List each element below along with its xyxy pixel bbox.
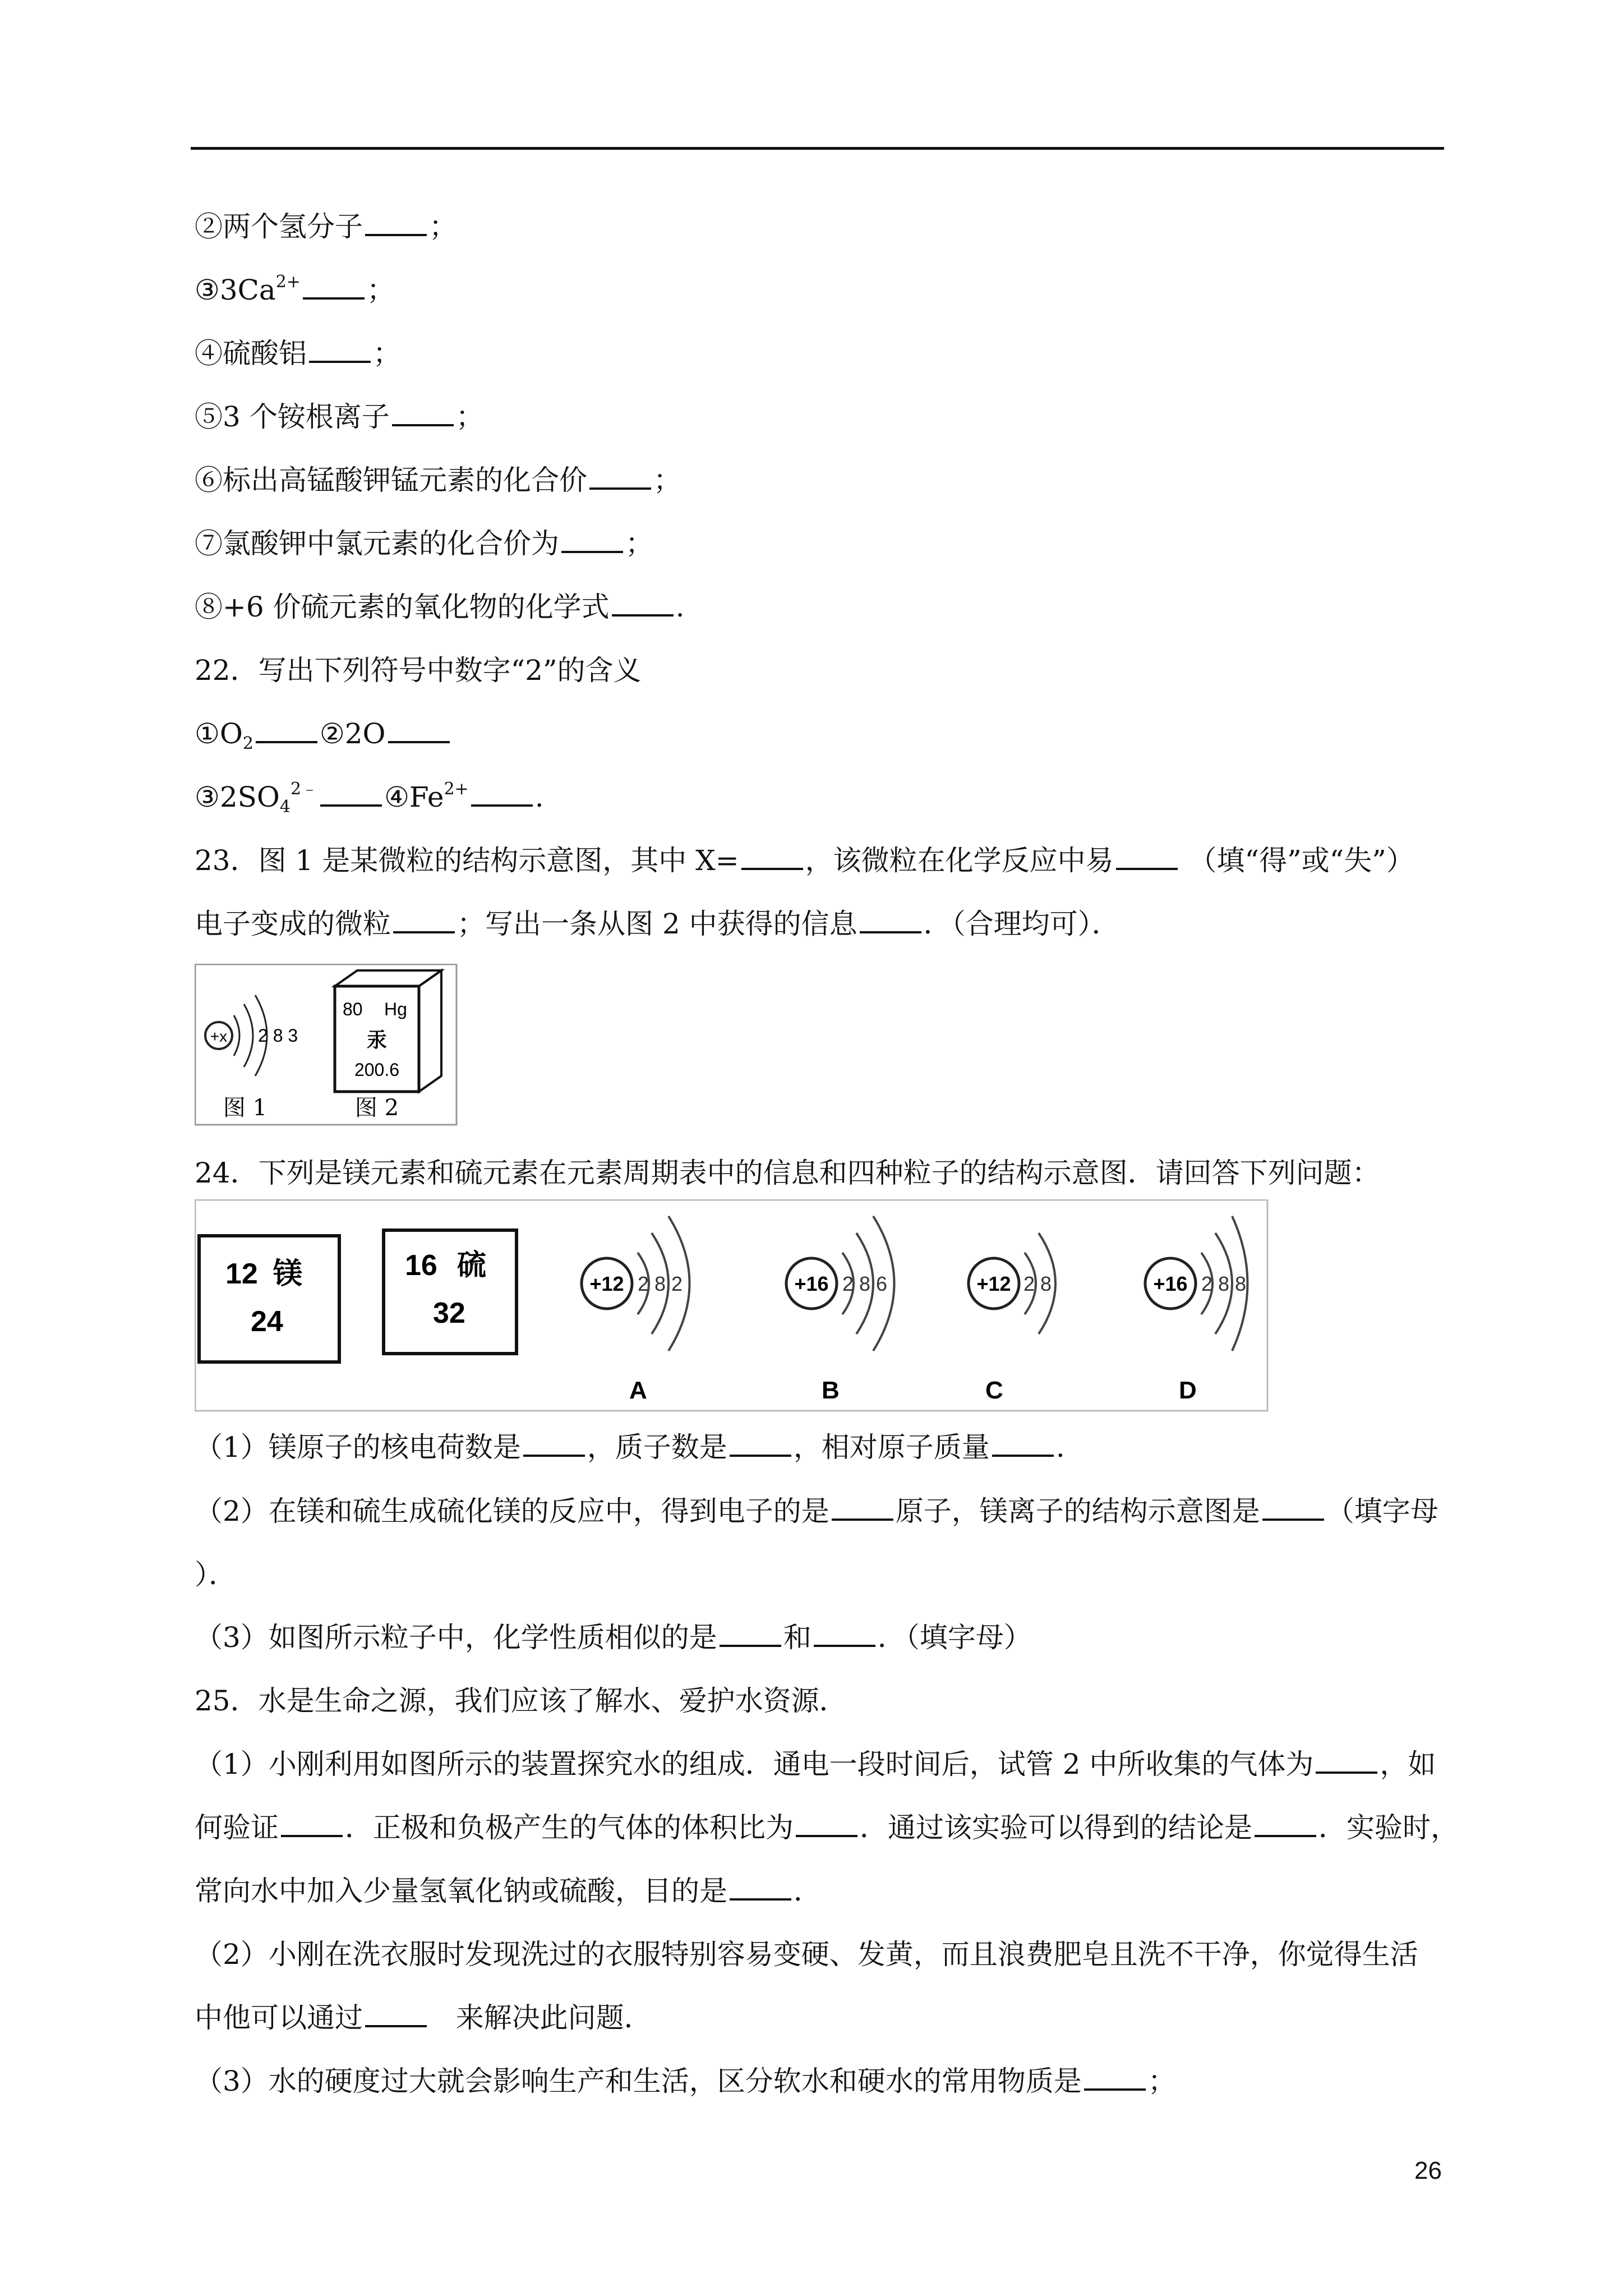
q24-part-2: （2）在镁和硫生成硫化镁的反应中，得到电子的是 原子，镁离子的结构示意图是 （填字母 <box>195 1495 1438 1527</box>
fig1-atom-diagram <box>205 995 298 1076</box>
q25-part-3: （3）水的硬度过大就会影响生产和生活，区分软水和硬水的常用物质是 ； <box>195 2065 1176 2097</box>
svg-text:A: A <box>629 1377 647 1404</box>
svg-text:80: 80 <box>343 999 363 1019</box>
svg-text:镁: 镁 <box>273 1257 303 1291</box>
magnesium-element-box <box>199 1236 339 1362</box>
svg-text:32: 32 <box>433 1297 465 1329</box>
q21-item-7: ⑦氯酸钾中氯元素的化合价为 ； <box>195 527 653 560</box>
q22-row-2: $③2SO_4^{2﹣}$ $④Fe^{2+}$ . <box>195 779 544 817</box>
fig2-element-cube <box>335 970 441 1092</box>
svg-text:硫: 硫 <box>457 1248 487 1282</box>
svg-text:+12: +12 <box>589 1272 624 1295</box>
q21-item-2: ②两个氢分子 ； <box>195 210 457 243</box>
q21-item-3: $③3Ca^{2+}$ ； <box>195 272 395 306</box>
fig2-caption: 图 2 <box>354 1095 399 1121</box>
q25-part-1-line-2: 何验证 ．正极和负极产生的气体的体积比为 ．通过该实验可以得到的结论是 ．实验时， <box>195 1811 1459 1844</box>
page-number: 26 <box>1414 2157 1442 2184</box>
svg-text:+16: +16 <box>1153 1272 1188 1295</box>
q23-figure <box>195 964 458 1126</box>
q25-part-1-line-3: 常向水中加入少量氢氧化钠或硫酸，目的是 ． <box>195 1875 822 1907</box>
q21-item-6: ⑥标出高锰酸钾锰元素的化合价 ； <box>195 464 681 496</box>
q21-item-5: ⑤3 个铵根离子 ； <box>195 401 484 433</box>
svg-text:2 8 8: 2 8 8 <box>1201 1272 1247 1295</box>
svg-text:C: C <box>985 1377 1003 1404</box>
sulfur-element-box <box>384 1230 517 1354</box>
particle-b <box>786 1216 895 1404</box>
svg-text:2 8 2: 2 8 2 <box>638 1272 683 1295</box>
svg-text:16: 16 <box>405 1249 437 1282</box>
svg-text:+12: +12 <box>976 1272 1011 1295</box>
q23-line-2: 电子变成的微粒 ；写出一条从图 2 中获得的信息 ．（合理均可）． <box>195 908 1120 940</box>
svg-text:24: 24 <box>251 1305 283 1338</box>
q25-part-2-line-2: 中他可以通过 来解决此问题． <box>195 2001 652 2034</box>
q22-title: 22．写出下列符号中数字“2”的含义 <box>195 654 642 687</box>
svg-text:2 8: 2 8 <box>1023 1272 1052 1295</box>
q24-part-1: （1）镁原子的核电荷数是 ，质子数是 ，相对原子质量 . <box>195 1431 1065 1464</box>
q24-figure <box>195 1199 1269 1412</box>
q21-item-4: ④硫酸铝 ； <box>195 337 401 370</box>
svg-text:2 8 3: 2 8 3 <box>258 1025 298 1046</box>
q24-part-3: （3）如图所示粒子中，化学性质相似的是 和 ．（填字母） <box>195 1621 1032 1654</box>
svg-text:12: 12 <box>225 1258 258 1290</box>
q25-title: 25．水是生命之源，我们应该了解水、爱护水资源． <box>195 1685 847 1717</box>
svg-text:D: D <box>1179 1377 1197 1404</box>
particle-d <box>1145 1216 1248 1404</box>
q25-part-2-line-1: （2）小刚在洗衣服时发现洗过的衣服特别容易变硬、发黄，而且浪费肥皂且洗不干净，你觉得生活 <box>195 1938 1418 1971</box>
particle-a <box>582 1216 690 1404</box>
fig1-caption: 图 1 <box>223 1095 268 1121</box>
svg-text:+16: +16 <box>794 1272 829 1295</box>
q23-line-1: 23．图 1 是某微粒的结构示意图，其中 X= ，该微粒在化学反应中易 （填“得”或“失”） <box>195 844 1414 877</box>
q22-row-1: $①O_2$ ②2O <box>195 717 452 751</box>
svg-text:200.6: 200.6 <box>354 1060 400 1080</box>
header-rule <box>191 147 1444 150</box>
particle-c <box>969 1233 1055 1404</box>
q25-part-1-line-1: （1）小刚利用如图所示的装置探究水的组成．通电一段时间后，试管 2 中所收集的气体为 ，如 <box>195 1748 1436 1780</box>
q21-item-8: ⑧+6 价硫元素的氧化物的化学式 . <box>195 591 685 623</box>
svg-text:+x: +x <box>210 1028 228 1045</box>
q24-title: 24．下列是镁元素和硫元素在元素周期表中的信息和四种粒子的结构示意图．请回答下列问题： <box>195 1157 1380 1189</box>
svg-text:Hg: Hg <box>384 999 407 1019</box>
svg-text:汞: 汞 <box>366 1028 388 1052</box>
svg-text:2 8 6: 2 8 6 <box>842 1272 888 1295</box>
svg-text:B: B <box>822 1377 840 1404</box>
q24-part-2-cont: ）． <box>195 1558 237 1591</box>
